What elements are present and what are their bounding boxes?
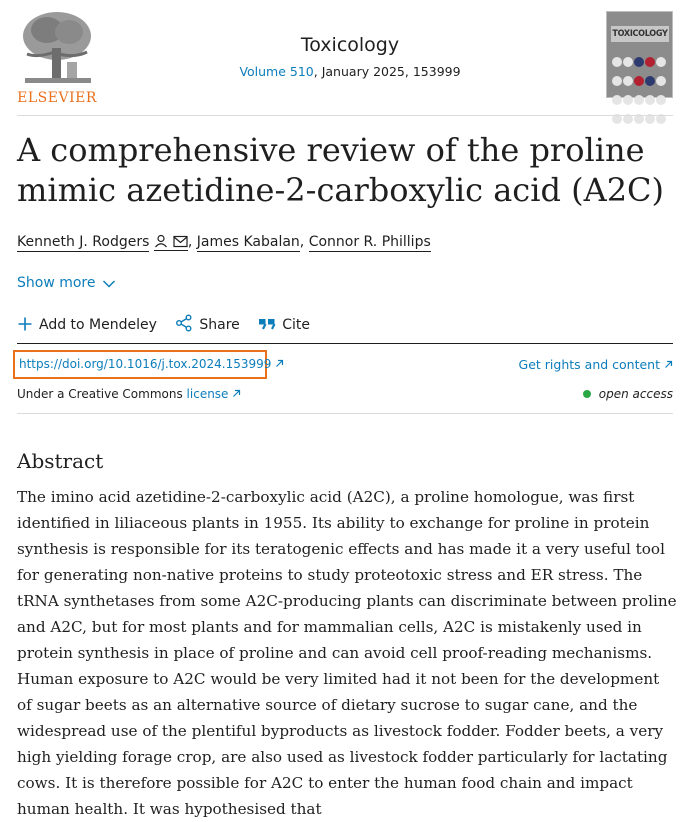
chevron-down-icon: [102, 279, 116, 289]
doi-text: https://doi.org/10.1016/j.tox.2024.153999: [19, 357, 272, 371]
add-to-mendeley-button[interactable]: [17, 316, 157, 333]
external-link-arrow-icon: [664, 360, 673, 369]
license-statement: [17, 387, 241, 401]
journal-cover-image[interactable]: [606, 11, 673, 98]
person-icon: [154, 234, 168, 248]
show-more-label: Show more: [17, 275, 96, 291]
article-actions: [17, 314, 324, 333]
metadata-divider: [17, 413, 673, 414]
journal-issue: [200, 64, 500, 79]
corresponding-author-icons[interactable]: [154, 234, 187, 251]
share-label: Share: [199, 317, 240, 333]
cite-button[interactable]: [258, 316, 310, 333]
article-header: [0, 0, 691, 116]
abstract-heading: Abstract: [17, 449, 104, 473]
external-link-arrow-icon: [275, 359, 284, 368]
elsevier-tree-icon: [17, 8, 97, 86]
rights-label: Get rights and content: [518, 357, 661, 372]
rights-and-content-link[interactable]: [519, 357, 673, 372]
show-more-button[interactable]: [17, 275, 116, 291]
elsevier-wordmark: ELSEVIER: [17, 90, 97, 106]
issue-info: , January 2025, 153999: [313, 64, 461, 79]
license-prefix: Under a Creative Commons: [17, 387, 187, 401]
external-link-arrow-icon: [232, 389, 241, 398]
share-icon: [175, 314, 193, 332]
journal-info: [200, 34, 500, 79]
open-access-dot-icon: [583, 390, 591, 398]
author-list: Kenneth J. Rodgers , James Kabalan, Connor R. Phillips: [17, 234, 431, 250]
cover-dots-pattern: [612, 52, 672, 128]
email-icon: [173, 235, 188, 248]
doi-link[interactable]: [13, 350, 272, 379]
cite-label: Cite: [282, 317, 311, 333]
elsevier-logo[interactable]: [17, 8, 97, 106]
author-link[interactable]: James Kabalan: [196, 234, 300, 250]
volume-link[interactable]: Volume 510: [239, 64, 314, 79]
license-link[interactable]: license: [187, 387, 242, 401]
actions-divider: [17, 343, 673, 344]
plus-icon: [17, 316, 33, 332]
open-access-label: open access: [598, 387, 673, 401]
journal-title-link[interactable]: Toxicology: [300, 34, 400, 56]
author-link[interactable]: Kenneth J. Rodgers: [17, 234, 150, 250]
share-button[interactable]: [175, 314, 239, 333]
abstract-text: The imino acid azetidine-2-carboxylic acid (A2C), a proline homologue, was first identified in liliaceous plants in 1955. Its ability to exchange for proline in protein synthesis is responsible for its teratogenic effects and has made it a very useful tool for generating non-native proteins to study proteotoxic stress and ER stress. The tRNA synthetases from some A2C-producing plants can discriminate between proline and A2C, but for most plants and for mammalian cells, A2C is mistakenly used in protein synthesis in place of proline and can avoid cell proof-reading mechanisms. Human exposure to A2C would be very limited had it not been for the development of sugar beets as an alternative source of dietary sucrose to sugar cane, and the widespread use of the plentiful byproducts as livestock fodder. Fodder beets, a very high yielding forage crop, are also used as livestock fodder particularly for lactating cows. It is therefore possible for A2C to enter the human food chain and impact human health. It was hypothesised that: [17, 488, 677, 818]
quote-icon: [258, 316, 276, 332]
open-access-badge: [583, 387, 673, 401]
mendeley-label: Add to Mendeley: [39, 317, 157, 333]
cover-title: TOXICOLOGY: [611, 26, 669, 42]
header-divider: [17, 115, 673, 116]
article-title: A comprehensive review of the proline mimic azetidine-2-carboxylic acid (A2C): [17, 131, 665, 209]
author-link[interactable]: Connor R. Phillips: [308, 234, 431, 250]
